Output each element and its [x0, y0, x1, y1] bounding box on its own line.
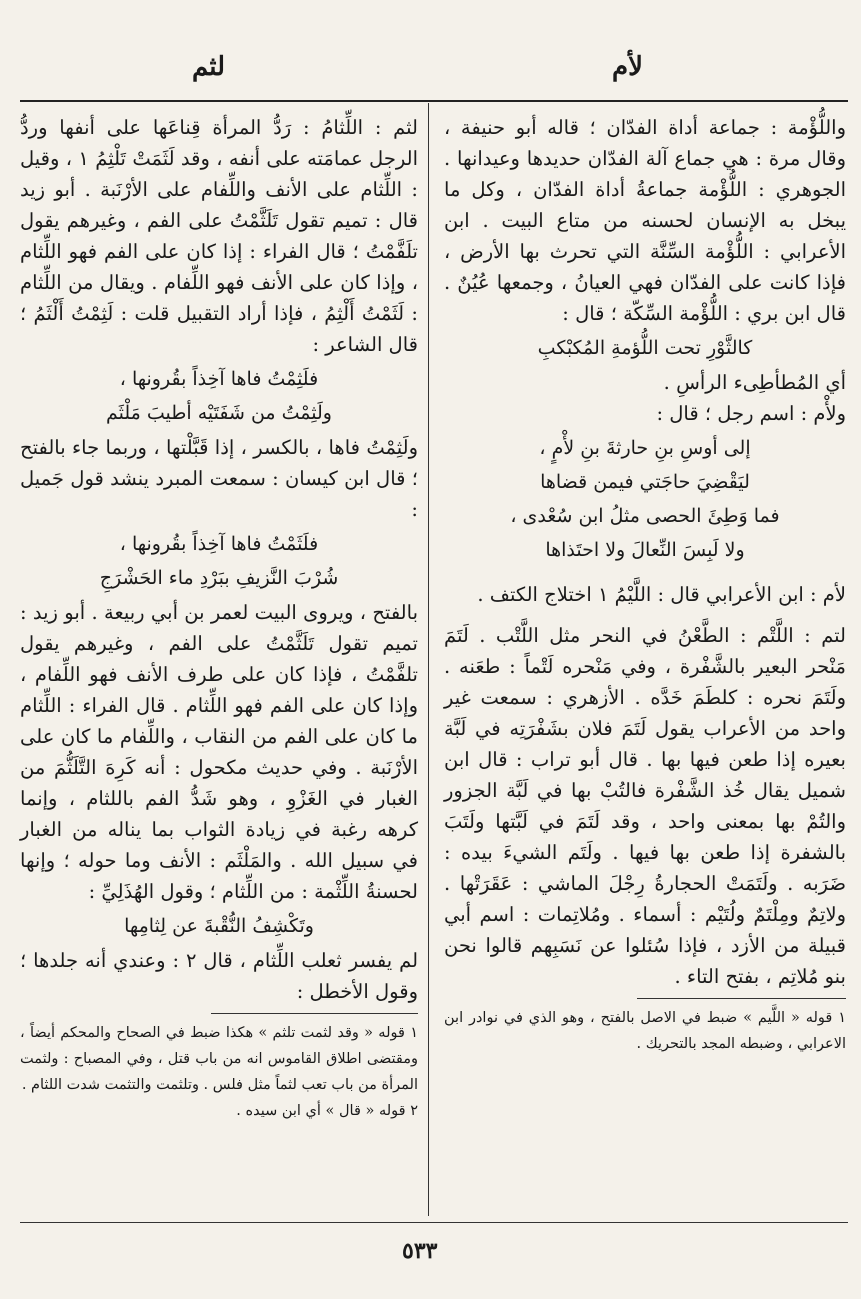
verse-line: ولَثِمْتُ من شَفَتَيْه أطيبَ مَلْثَم: [106, 402, 332, 424]
body-text: بالفتح ، ويروى البيت لعمر بن أبي ربيعة . أبو زيد : تميم تقول تَلَثَّمْتُ على الفم ، وغيرهم يقول تلفَّمْتُ ، فإذا كان على طرف الأنف فهو اللِّفام ، وإذا كان على الفم فهو اللِّثام . قال الفراء : اللِّثام ما كان على الفم من النقاب ، واللِّفام ما كان على الأرْنَبة . وفي حديث مكحول : أنه كَرِهَ التَّلَثُّمَ من الغبار في الغَزْوِ ، وهو شَدُّ الفم باللثام ، وإنما كرهه رغبة في زيادة الثواب بما يناله من الغبار في سبيل الله . والمَلْثَم : الأنف وما حوله ؛ وإنها لحسنةُ اللِّثْمة : من اللِّثام ؛ وقول الهُذَلِيِّ :: [20, 601, 418, 903]
entry-lthm: لثم : اللِّثامُ : رَدُّ المرأة قِناعَها على أنفها وردُّ الرجل عمامَته على أنفه ، وقد لَثَمَتْ تَلْثِمُ ١ ، وقيل : اللِّثام على الأنف واللِّفام على الأرْنَبة . أبو زيد قال : تميم تقول تَلَثَّمْتُ على الفم ، وغيرهم يقول تلَفَّمْتُ ؛ قال الفراء : إذا كان على الفم فهو اللِّثام ، وإذا كان على الأنف فهو اللِّفام . ويقال من اللِّثام : لَثَمْتُ أَلْثِمُ ، فإذا أراد التقبيل قلت : لَثِمْتُ أَلْثَمُ ؛ قال الشاعر :: [20, 116, 418, 356]
footnote: ١ قوله « اللَّيم » ضبط في الاصل بالفتح ، وهو الذي في نوادر ابن الاعرابي ، وضبطه المجد بالتحريك .: [444, 1010, 846, 1052]
verse-line: ولا لَبِسَ النِّعالَ ولا احتَذاها: [545, 539, 745, 561]
entry-ltm: لتم : اللَّتْم : الطَّعْنُ في النحر مثل اللَّتْب . لَتَمَ مَنْحر البعير بالشَّفْرة ، وفي مَنْحره لَتْماً : طعَنه . ولَتَمَ نحره : كلطَمَ خَدَّه . الأزهري : سمعت غير واحد من الأعراب يقول لَتَمَ فلان بشَفْرَتِه في لَبَّة بعيره إذا طعن فيها بها . قال أبو تراب : قال ابن شميل يقال خُذ الشَّفْرة فالتُبْ بها في لَبَّة الجزور والتُمْ بها بمعنى واحد ، وقد لَتَمَ في لَبَّتها ولَتَبَ بالشفرة إذا طعن بها فيها . ولَتَم الشيءَ بيده : ضَرَبه . ولَتَمَتْ الحجارةُ رِجْلَ الماشي : عَقَرَتْها . ولاتِمٌ ومِلْتَمٌ ولُتَيْم : أسماء . ومُلاتِمات : اسم أبي قبيلة من الأزد ، فإذا سُئلوا عن نَسَبِهم قالوا نحن بنو مُلاتِم ، بفتح التاء .: [444, 624, 846, 988]
verse-line: كالثَّوْرِ تحت اللُّؤمةِ المُكبْكبِ: [537, 337, 753, 359]
left-footnotes: [20, 1020, 418, 1124]
footer-rule: [20, 1222, 848, 1223]
verse-line: فلَثَمْتُ فاها آخِذاً بقُرونها ،: [119, 533, 319, 555]
body-text: لم يفسر ثعلب اللِّثام ، قال ٢ : وعندي أنه جلدها ؛ وقول الأخطل :: [20, 949, 419, 1003]
body-text: ولَثِمْتُ فاها ، بالكسر ، إذا قَبَّلْتها ، وربما جاء بالفتح ؛ قال ابن كيسان : سمعت المبرد ينشد قول جَميل :: [20, 436, 418, 521]
footnote: ١ قوله « وقد لثمت تلثم » هكذا ضبط في الصحاح والمحكم أيضاً ، ومقتضى اطلاق القاموس انه من باب قتل ، وفي المصباح : ولثمت المرأة من باب تعب لثماً مثل فلس . وتلثمت والتثمت شدت اللثام .: [20, 1025, 418, 1093]
verse-line: وتَكْشِفُ النُّقْبةَ عن لِثامِها: [124, 915, 314, 937]
verse-line: إلى أوسِ بنِ حارثةَ بنِ لأْمٍ ،: [539, 437, 751, 459]
column-divider: [428, 103, 429, 1216]
verse-line: ليَقْضِيَ حاجَتي فيمن قضاها: [540, 471, 750, 493]
footnote-rule: [211, 1013, 418, 1014]
page-number: ٥٣٣: [402, 1238, 438, 1264]
header-rule: [20, 100, 848, 102]
verse-line: شُرْبَ النَّزيفِ ببَرْدِ ماء الحَشْرَجِ: [99, 567, 339, 589]
right-footnotes: [444, 1005, 846, 1057]
running-header-right: لأم: [612, 52, 643, 82]
footnote-rule: [637, 998, 846, 999]
verse-line: فلَثِمْتُ فاها آخِذاً بقُرونها ،: [119, 368, 319, 390]
entry-lym: لأم : ابن الأعرابي قال : اللَّيْمُ ١ اختلاج الكتف .: [477, 583, 846, 606]
entry-lm-continued: واللُّؤْمة : جماعة أداة الفدّان ؛ قاله أبو حنيفة ، وقال مرة : هي جماع آلة الفدّان حديدها وعيدانها . الجوهري : اللُّؤْمة جماعةُ أداة الفدّان ، وكل ما يبخل به الإنسان لحسنه من متاع البيت . ابن الأعرابي : اللُّؤْمة السِّنَّة التي تحرث بها الأرض ، فإذا كانت على الفدّان فهي العيانُ ، وجمعها عُيُنٌ . قال ابن بري : اللُّؤْمة السِّكّة ؛ قال :: [444, 116, 846, 325]
footnote: ٢ قوله « قال » أي ابن سيده .: [236, 1103, 418, 1119]
gloss-line: أي المُطأطِىء الرأسِ .: [663, 371, 846, 394]
left-column: [20, 112, 418, 1124]
name-note: ولأْم : اسم رجل ؛ قال :: [656, 402, 846, 425]
verse-line: فما وَطِئَ الحصى مثلُ ابن سُعْدى ،: [510, 505, 780, 527]
running-header-left: لثم: [192, 52, 226, 82]
right-column: [444, 112, 846, 1057]
